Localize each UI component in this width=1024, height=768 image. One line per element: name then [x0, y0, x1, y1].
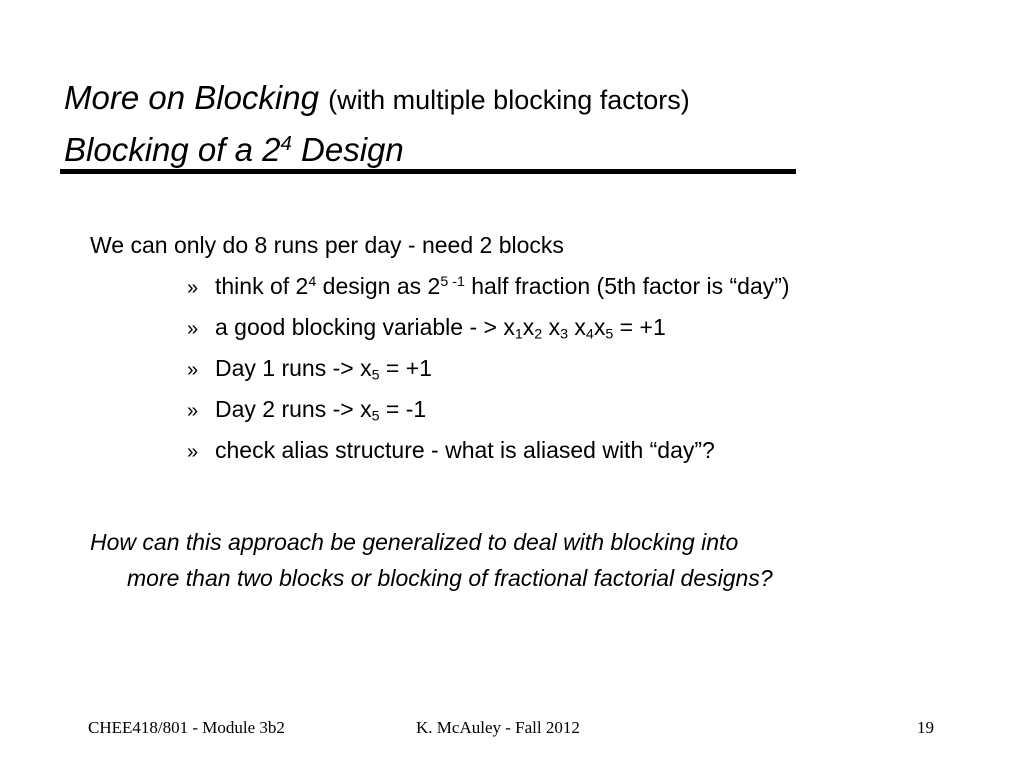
bullet-4-sub-1: 5 — [371, 408, 380, 425]
question-line-1: How can this approach be generalized to deal with blocking into — [90, 529, 739, 555]
title-underline — [60, 169, 796, 174]
bullet-2-text-c: x — [542, 314, 561, 340]
bullet-item-5 — [187, 434, 715, 468]
bullet-2-text-a: a good blocking variable - > x — [215, 314, 515, 340]
slide-title-main: More on Blocking — [64, 79, 319, 116]
bullet-1-text-b: design as 2 — [316, 273, 441, 299]
bullet-2-text-f: = +1 — [613, 314, 666, 340]
bullet-2-text-d: x — [568, 314, 586, 340]
bullet-3-sub-1: 5 — [371, 367, 380, 384]
bullet-item-2 — [187, 311, 666, 345]
slide-title-line1 — [64, 78, 690, 120]
question-line-2: more than two blocks or blocking of fractional factorial designs? — [127, 565, 773, 591]
discussion-question — [90, 524, 960, 596]
bullet-marker: » — [187, 359, 199, 381]
bullet-marker: » — [187, 318, 199, 340]
bullet-1-exp-b: 5 -1 — [440, 274, 465, 291]
bullet-3-text-a: Day 1 runs -> x — [215, 355, 372, 381]
bullet-5-text: check alias structure - what is aliased with “day”? — [215, 437, 715, 463]
bullet-marker: » — [187, 400, 199, 422]
bullet-1-exp-a: 4 — [308, 274, 317, 291]
bullet-1-text-a: think of 2 — [215, 273, 309, 299]
bullet-marker: » — [187, 441, 199, 463]
bullet-2-text-b: x — [522, 314, 535, 340]
lead-text: We can only do 8 runs per day - need 2 blocks — [90, 232, 564, 258]
footer-author-label: K. McAuley - Fall 2012 — [416, 718, 580, 737]
title-line2-exponent: 4 — [280, 131, 292, 155]
title-line2-suffix: Design — [291, 131, 404, 168]
bullet-2-sub-5: 5 — [605, 326, 614, 343]
bullet-marker: » — [187, 277, 199, 299]
bullet-item-4 — [187, 393, 426, 427]
bullet-4-text-b: = -1 — [379, 396, 427, 422]
bullet-3-text-b: = +1 — [379, 355, 432, 381]
bullet-2-sub-1: 1 — [514, 326, 523, 343]
bullet-2-sub-2: 2 — [534, 326, 543, 343]
slide-title-subtitle: (with multiple blocking factors) — [328, 85, 690, 115]
bullet-1-text-c: half fraction (5th factor is “day”) — [464, 273, 790, 299]
title-line2-prefix: Blocking of a 2 — [64, 131, 281, 168]
bullet-item-3 — [187, 352, 432, 386]
bullet-2-sub-3: 3 — [560, 326, 569, 343]
footer-course-label: CHEE418/801 - Module 3b2 — [88, 718, 285, 737]
bullet-4-text-a: Day 2 runs -> x — [215, 396, 372, 422]
bullet-2-sub-4: 4 — [585, 326, 594, 343]
bullet-item-1 — [187, 270, 790, 304]
bullet-2-text-e: x — [593, 314, 606, 340]
slide-title-line2 — [64, 128, 404, 172]
footer-page-number: 19 — [917, 718, 934, 737]
